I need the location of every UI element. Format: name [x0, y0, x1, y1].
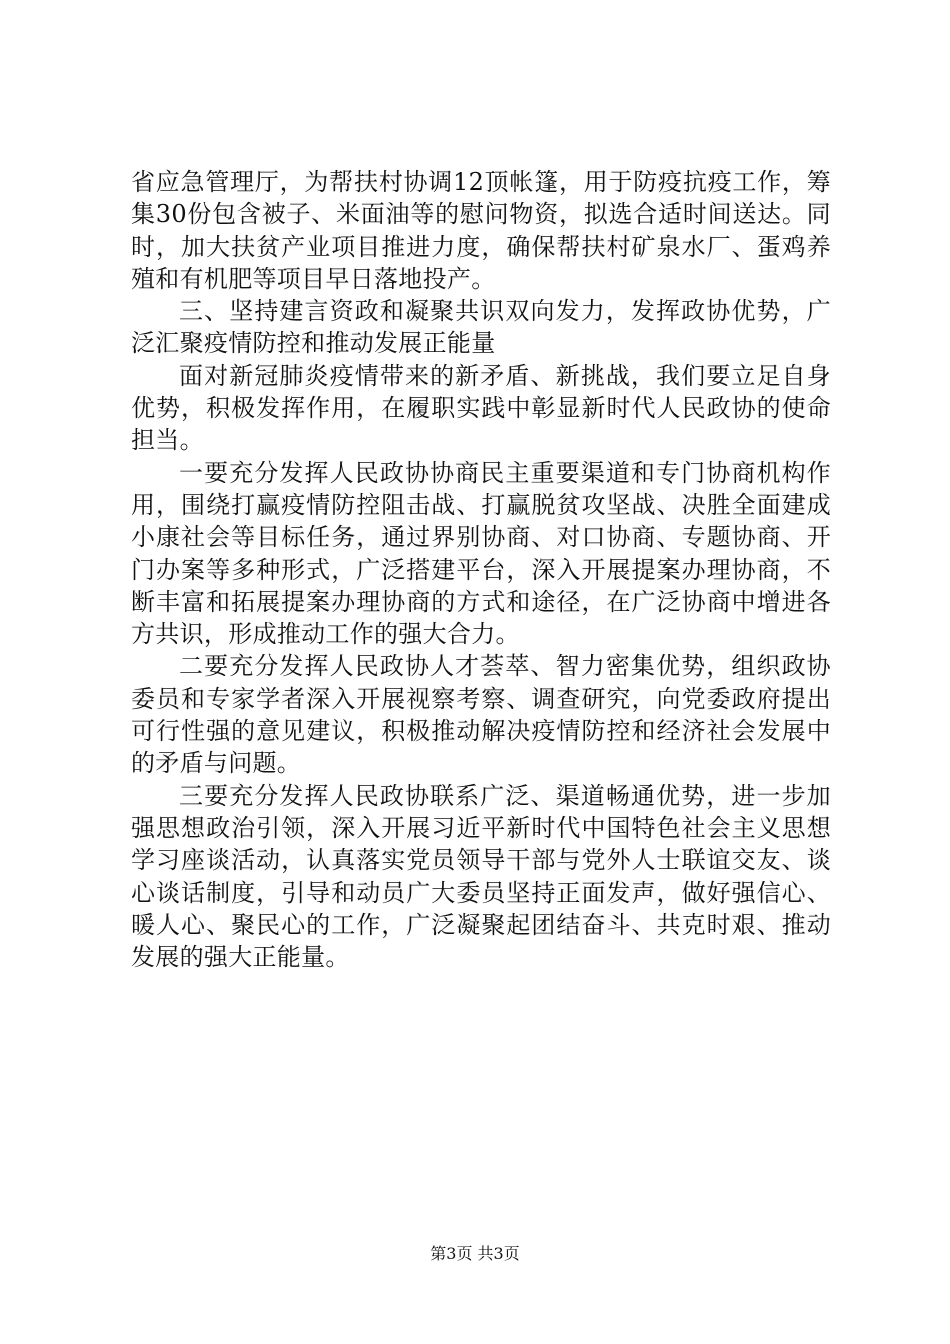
total-pages: 共3页 — [477, 1244, 520, 1263]
document-body — [131, 166, 831, 973]
page-footer — [0, 1244, 950, 1264]
section-heading: 三、坚持建言资政和凝聚共识双向发力，发挥政协优势，广泛汇聚疫情防控和推动发展正能量 — [131, 297, 831, 358]
page-number: 第3页 — [430, 1244, 473, 1263]
paragraph: 三要充分发挥人民政协联系广泛、渠道畅通优势，进一步加强思想政治引领，深入开展习近平新时代中国特色社会主义思想学习座谈活动，认真落实党员领导干部与党外人士联谊交友、谈心谈话制度，引导和动员广大委员坚持正面发声，做好强信心、暖人心、聚民心的工作，广泛凝聚起团结奋斗、共克时艰、推动发展的强大正能量。 — [131, 781, 831, 972]
paragraph: 二要充分发挥人民政协人才荟萃、智力密集优势，组织政协委员和专家学者深入开展视察考察、调查研究，向党委政府提出可行性强的意见建议，积极推动解决疫情防控和经济社会发展中的矛盾与问题。 — [131, 652, 831, 778]
paragraph: 一要充分发挥人民政协协商民主重要渠道和专门协商机构作用，围绕打赢疫情防控阻击战、打赢脱贫攻坚战、决胜全面建成小康社会等目标任务，通过界别协商、对口协商、专题协商、开门办案等多种形式，广泛搭建平台，深入开展提案办理协商，不断丰富和拓展提案办理协商的方式和途径，在广泛协商中增进各方共识，形成推动工作的强大合力。 — [131, 458, 831, 649]
paragraph: 面对新冠肺炎疫情带来的新矛盾、新挑战，我们要立足自身优势，积极发挥作用，在履职实践中彰显新时代人民政协的使命担当。 — [131, 361, 831, 455]
paragraph-continuation: 省应急管理厅，为帮扶村协调12顶帐篷，用于防疫抗疫工作，筹集30份包含被子、米面油等的慰问物资，拟选合适时间送达。同时，加大扶贫产业项目推进力度，确保帮扶村矿泉水厂、蛋鸡养殖和有机肥等项目早日落地投产。 — [131, 168, 831, 293]
